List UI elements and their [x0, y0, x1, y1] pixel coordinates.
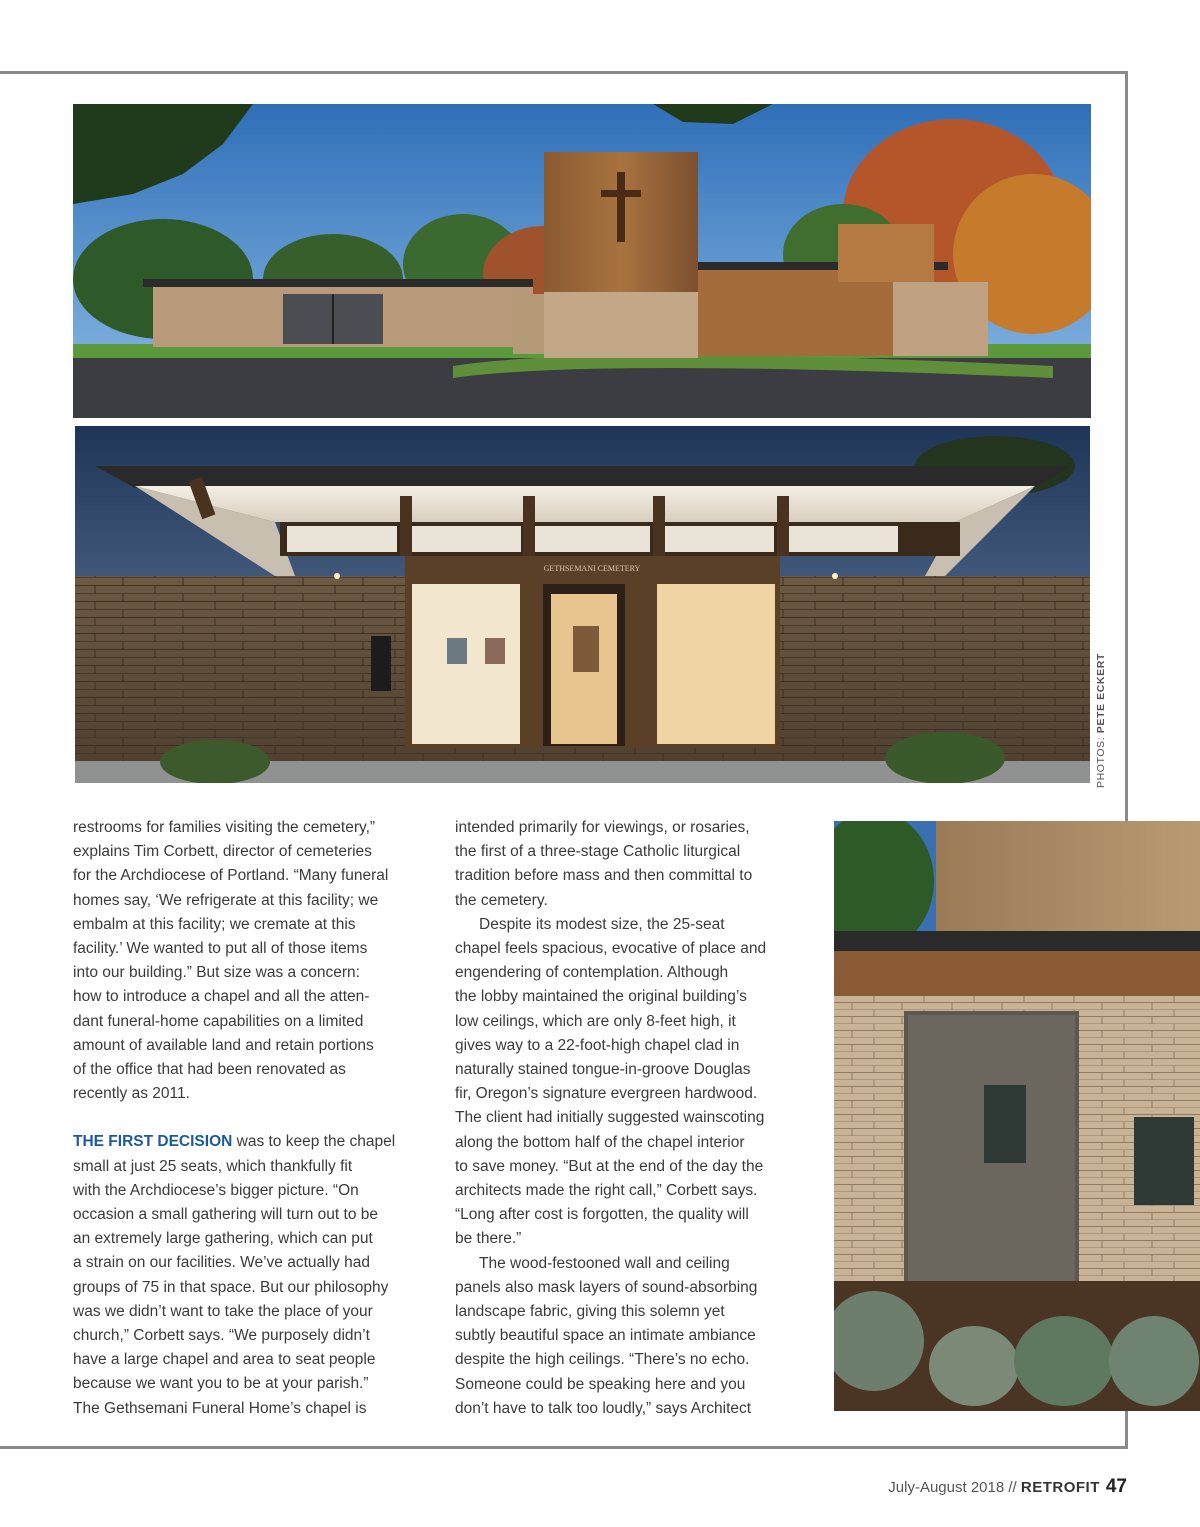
page-footer: [888, 1476, 1127, 1498]
text-line: engendering of contemplation. Although: [455, 964, 729, 982]
column1-paragraph-2: [73, 1130, 428, 1420]
text-line: recently as 2011.: [73, 1085, 190, 1103]
text-line: gives way to a 22-foot-high chapel clad in: [455, 1036, 740, 1054]
column2-paragraph-3: [455, 1252, 805, 1421]
photo-credit-label: PHOTOS:: [1095, 733, 1107, 788]
text-line: of the office that had been renovated as: [73, 1061, 346, 1079]
text-line: panels also mask layers of sound-absorbing: [455, 1278, 758, 1296]
text-column-2: [455, 816, 805, 1421]
text-line: chapel feels spacious, evocative of place and: [455, 940, 767, 958]
text-line: church,” Corbett says. “We purposely didn’t: [73, 1327, 370, 1345]
photo-entrance-night: [75, 426, 1090, 783]
lead-in-heading: THE FIRST DECISION: [73, 1133, 233, 1151]
text-line: the first of a three-stage Catholic liturgical: [455, 843, 741, 861]
text-line: dant funeral-home capabilities on a limited: [73, 1012, 364, 1030]
column1-paragraph-1: [73, 816, 428, 1106]
text-line: Someone could be speaking here and you: [455, 1375, 746, 1393]
text-line: embalm at this facility; we cremate at this: [73, 915, 356, 933]
text-line: The client had initially suggested wainscoting: [455, 1109, 765, 1127]
text-line: groups of 75 in that space. But our philosophy: [73, 1278, 389, 1296]
photo-credit: [1095, 653, 1107, 788]
text-line: into our building.” But size was a concern:: [73, 964, 360, 982]
text-line: The wood-festooned wall and ceiling: [479, 1254, 730, 1272]
column2-paragraph-2: [455, 913, 805, 1252]
text-line: fir, Oregon’s signature evergreen hardwood.: [455, 1085, 758, 1103]
text-line: naturally stained tongue-in-groove Douglas: [455, 1061, 751, 1079]
text-line: to save money. “But at the end of the day the: [455, 1157, 764, 1175]
photo-credit-name: PETE ECKERT: [1095, 653, 1107, 734]
text-line: with the Archdiocese’s bigger picture. “On: [73, 1181, 359, 1199]
text-line: the cemetery.: [455, 891, 548, 909]
text-line: because we want you to be at your parish.”: [73, 1375, 369, 1393]
page-frame-bottom: [0, 1446, 1128, 1449]
text-line: don’t have to talk too loudly,” says Architect: [455, 1399, 752, 1417]
page-frame-top: [0, 71, 1128, 74]
column2-paragraph-1: [455, 816, 805, 913]
text-line: Despite its modest size, the 25-seat: [479, 915, 725, 933]
text-line: facility.’ We wanted to put all of those items: [73, 940, 368, 958]
text-column-1: [73, 816, 428, 1421]
text-line: The Gethsemani Funeral Home’s chapel is: [73, 1399, 367, 1417]
photo-exterior-chapel: [73, 104, 1091, 418]
text-line: explains Tim Corbett, director of cemeteries: [73, 843, 372, 861]
text-line: how to introduce a chapel and all the atten-: [73, 988, 370, 1006]
text-line: amount of available land and retain portions: [73, 1036, 374, 1054]
text-line: be there.”: [455, 1230, 522, 1248]
text-line: restrooms for families visiting the cemetery,”: [73, 819, 376, 836]
text-line: intended primarily for viewings, or rosaries,: [455, 819, 750, 836]
text-line: a strain on our facilities. We’ve actually had: [73, 1254, 370, 1272]
text-line: occasion a small gathering will turn out to be: [73, 1206, 378, 1224]
text-fragment: was to keep the chapel: [232, 1133, 396, 1151]
text-line: was we didn’t want to take the place of your: [73, 1302, 373, 1320]
page-number: 47: [1105, 1476, 1127, 1497]
text-line: landscape fabric, giving this solemn yet: [455, 1303, 725, 1321]
text-line: “Long after cost is forgotten, the quality will: [455, 1206, 749, 1224]
text-line: despite the high ceilings. “There’s no echo.: [455, 1351, 750, 1369]
text-line: low ceilings, which are only 8-feet high, it: [455, 1012, 736, 1030]
text-line: [73, 1130, 428, 1154]
signage-text: GETHSEMANI CEMETERY: [543, 564, 641, 573]
text-line: the lobby maintained the original building’s: [455, 988, 747, 1006]
text-line: architects made the right call,” Corbett says.: [455, 1182, 758, 1200]
text-line: subtly beautiful space an intimate ambiance: [455, 1327, 756, 1345]
text-line: homes say, ‘We refrigerate at this facility; we: [73, 891, 379, 909]
text-line: small at just 25 seats, which thankfully fit: [73, 1157, 353, 1175]
text-line: have a large chapel and area to seat people: [73, 1351, 376, 1369]
footer-issue: July-August 2018 //: [888, 1479, 1021, 1496]
text-line: along the bottom half of the chapel interior: [455, 1133, 745, 1151]
text-line: tradition before mass and then committal to: [455, 867, 753, 885]
text-line: an extremely large gathering, which can put: [73, 1230, 373, 1248]
footer-magazine: RETROFIT: [1020, 1479, 1100, 1496]
text-line: for the Archdiocese of Portland. “Many funeral: [73, 867, 389, 885]
photo-stone-wood-detail: [834, 821, 1200, 1411]
